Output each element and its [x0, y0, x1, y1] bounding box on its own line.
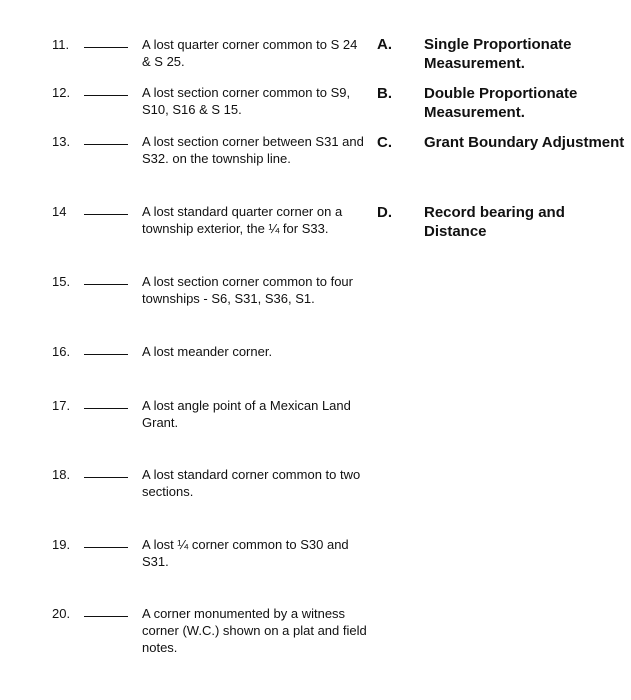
question-text: A lost quarter corner common to S 24 & S 25. — [142, 37, 358, 69]
question-number: 18. — [52, 467, 71, 482]
option-text: Single Proportionate Measurement. — [424, 36, 572, 72]
question-text: A lost ¼ corner common to S30 and S31. — [142, 537, 349, 569]
answer-blank[interactable] — [84, 47, 128, 48]
question-number: 16. — [52, 344, 71, 359]
answer-blank[interactable] — [84, 547, 128, 548]
question-text: A lost angle point of a Mexican Land Grant. — [142, 398, 351, 430]
option-letter: B. — [377, 85, 392, 102]
question-text: A lost section corner common to S9, S10, S16 & S 15. — [142, 85, 351, 117]
option-letter: A. — [377, 36, 392, 53]
option-letter: D. — [377, 204, 392, 221]
question-text: A lost section corner common to four townships - S6, S31, S36, S1. — [142, 274, 353, 306]
question-number: 12. — [52, 85, 71, 100]
answer-blank[interactable] — [84, 144, 128, 145]
question-number: 17. — [52, 398, 71, 413]
question-number: 14 — [52, 204, 67, 219]
option-text: Grant Boundary Adjustment — [424, 134, 625, 151]
answer-blank[interactable] — [84, 354, 128, 355]
answer-blank[interactable] — [84, 284, 128, 285]
answer-blank[interactable] — [84, 95, 128, 96]
question-number: 19. — [52, 537, 71, 552]
option-text: Double Proportionate Measurement. — [424, 85, 578, 121]
question-text: A lost meander corner. — [142, 344, 273, 359]
answer-blank[interactable] — [84, 616, 128, 617]
option-text: Record bearing and Distance — [424, 204, 565, 240]
question-text: A lost standard quarter corner on a township exterior, the ¼ for S33. — [142, 204, 343, 236]
question-text: A lost section corner between S31 and S32. on the township line. — [142, 134, 364, 166]
question-text: A corner monumented by a witness corner (W.C.) shown on a plat and field notes. — [142, 606, 367, 655]
question-number: 15. — [52, 274, 71, 289]
question-number: 11. — [52, 37, 70, 52]
answer-blank[interactable] — [84, 477, 128, 478]
question-number: 13. — [52, 134, 71, 149]
answer-blank[interactable] — [84, 408, 128, 409]
option-letter: C. — [377, 134, 392, 151]
question-number: 20. — [52, 606, 71, 621]
question-text: A lost standard corner common to two sections. — [142, 467, 361, 499]
answer-blank[interactable] — [84, 214, 128, 215]
